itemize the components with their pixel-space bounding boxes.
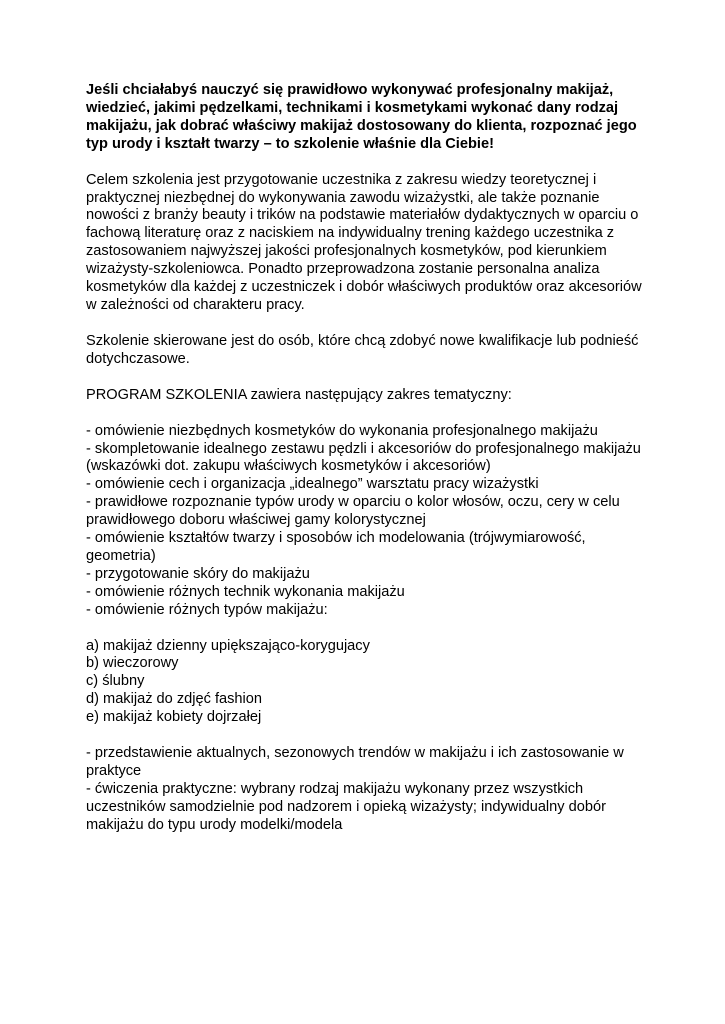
list-item: d) makijaż do zdjęć fashion <box>86 691 263 708</box>
list-item: - omówienie cech i organizacja „idealnego” warsztatu pracy wizażystki <box>86 476 539 493</box>
list-item: - przygotowanie skóry do makijażu <box>86 565 310 582</box>
program-list <box>86 423 646 620</box>
list-item: e) makijaż kobiety dojrzałej <box>86 709 262 726</box>
list-item: c) ślubny <box>86 673 145 690</box>
list-item: - omówienie niezbędnych kosmetyków do wykonania profesjonalnego makijażu <box>86 422 598 439</box>
list-item: - omówienie różnych typów makijażu: <box>86 601 328 618</box>
list-item: - skompletowanie idealnego zestawu pędzli i akcesoriów do profesjonalnego makijażu (wskazówki dot. zakupu właściwych kosmetyków i akcesoriów) <box>86 440 641 475</box>
list-item: - omówienie kształtów twarzy i sposobów ich modelowania (trójwymiarowość, geometria) <box>86 530 586 564</box>
audience-paragraph: Szkolenie skierowane jest do osób, które chcą zdobyć nowe kwalifikacje lub podnieść dotychczasowe. <box>86 332 639 367</box>
intro-paragraph: Jeśli chciałabyś nauczyć się prawidłowo wykonywać profesjonalny makijaż, wiedzieć, jakimi pędzelkami, technikami i kosmetykami wykonać dany rodzaj makijażu, jak dobrać właściwy makijaż dostosowany do klienta, rozpoznać jego typ urody i kształt twarzy – to szkolenie właśnie dla Ciebie! <box>86 82 637 152</box>
list-item: - prawidłowe rozpoznanie typów urody w oparciu o kolor włosów, oczu, cery w celu prawidłowego doboru właściwej gamy kolorystycznej <box>86 494 620 529</box>
list-item: - omówienie różnych technik wykonania makijażu <box>86 583 405 600</box>
list-item: - przedstawienie aktualnych, sezonowych trendów w makijażu i ich zastosowanie w praktyce <box>86 745 624 779</box>
program-heading: PROGRAM SZKOLENIA zawiera następujący zakres tematyczny: <box>86 386 512 403</box>
makeup-types-list <box>86 638 646 728</box>
goal-paragraph: Celem szkolenia jest przygotowanie uczestnika z zakresu wiedzy teoretycznej i praktycznej niezbędnej do wykonywania zawodu wizażystki, ale także poznanie nowości z branży beauty i trików na podstawie materiałów dydaktycznych w oparciu o fachową literaturę oraz z naciskiem na indywidualny trening każdego uczestnika z zastosowaniem najwyższej jakości profesjonalnych kosmetyków, pod kierunkiem wizażysty-szkoleniowca. Ponadto przeprowadzona zostanie personalna analiza kosmetyków dla każdej z uczestniczek i dobór właściwych produktów oraz akcesoriów w zależności od charakteru pracy. <box>86 171 642 313</box>
list-item: - ćwiczenia praktyczne: wybrany rodzaj makijażu wykonany przez wszystkich uczestników samodzielnie pod nadzorem i opieką wizażysty; indywidualny dobór makijażu do typu urody modelki/modela <box>86 780 606 833</box>
document-page <box>86 82 646 853</box>
list-item: b) wieczorowy <box>86 655 179 672</box>
final-items-list <box>86 745 646 835</box>
list-item: a) makijaż dzienny upiększająco-korygujacy <box>86 637 370 654</box>
